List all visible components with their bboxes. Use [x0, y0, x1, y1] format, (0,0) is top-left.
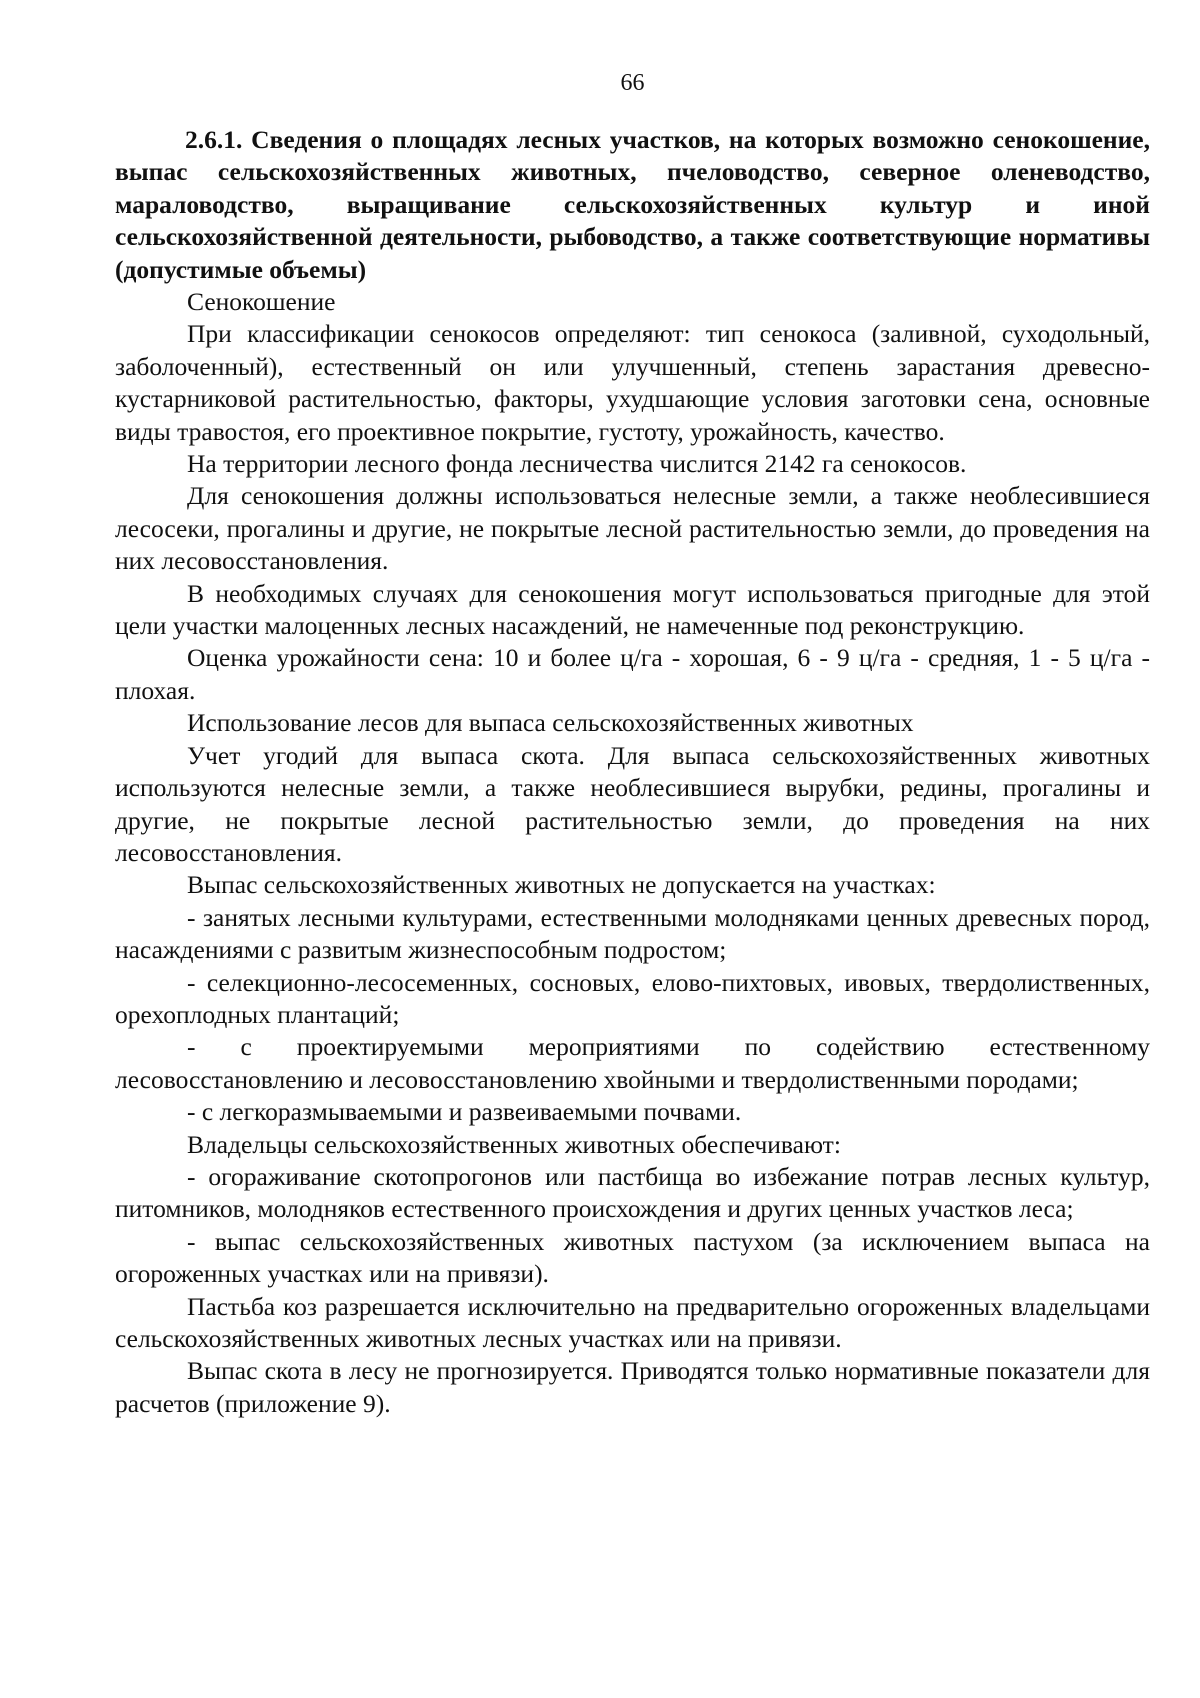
paragraph: При классификации сенокосов определяют: тип сенокоса (заливной, суходольный, заболоченный), естественный он или улучшенный, степень зарастания древесно-кустарниковой растительностью, факторы, ухудшающие условия заготовки сена, основные виды травостоя, его проективное покрытие, густоту, урожайность, качество.	[115, 319, 1150, 446]
list-item: - огораживание скотопрогонов или пастбища во избежание потрав лесных культур, питомников, молодняков естественного происхождения и других ценных участков леса;	[115, 1161, 1150, 1224]
list-item: - с легкоразмываемыми и развеиваемыми почвами.	[187, 1097, 742, 1127]
subheading-haymaking: Сенокошение	[187, 287, 336, 316]
document-body	[115, 286, 1150, 1420]
section-heading: 2.6.1. Сведения о площадях лесных участков, на которых возможно сенокошение, выпас сельскохозяйственных животных, пчеловодство, северное оленеводство, мараловодство, выращивание сельскохозяйственных культур и иной сельскохозяйственной деятельности, рыбоводство, а также соответствующие нормативы (допустимые объемы)	[115, 125, 1150, 284]
paragraph: Выпас скота в лесу не прогнозируется. Приводятся только нормативные показатели для расчетов (приложение 9).	[115, 1356, 1150, 1418]
list-item: - селекционно-лесосеменных, сосновых, елово-пихтовых, ивовых, твердолиственных, орехоплодных плантаций;	[115, 967, 1150, 1029]
paragraph: В необходимых случаях для сенокошения могут использоваться пригодные для этой цели участки малоценных лесных насаждений, не намеченные под реконструкцию.	[115, 578, 1150, 641]
subheading-grazing: Использование лесов для выпаса сельскохозяйственных животных	[187, 708, 914, 738]
paragraph: Оценка урожайности сена: 10 и более ц/га - хорошая, 6 - 9 ц/га - средняя, 1 - 5 ц/га - плохая.	[115, 643, 1150, 705]
paragraph: Владельцы сельскохозяйственных животных обеспечивают:	[187, 1129, 841, 1159]
paragraph: Учет угодий для выпаса скота. Для выпаса сельскохозяйственных животных используются нелесные земли, а также необлесившиеся вырубки, редины, прогалины и другие, не покрытые лесной растительностью земли, до проведения на них лесовосстановления.	[115, 740, 1150, 867]
list-item: - с проектируемыми мероприятиями по содействию естественному лесовосстановлению и лесовосстановлению хвойными и твердолиственными породами;	[115, 1032, 1150, 1094]
list-item: - выпас сельскохозяйственных животных пастухом (за исключением выпаса на огороженных участках или на привязи).	[115, 1226, 1150, 1289]
paragraph: Пастьба коз разрешается исключительно на предварительно огороженных владельцами сельскохозяйственных животных лесных участках или на привязи.	[115, 1291, 1150, 1353]
paragraph: Для сенокошения должны использоваться нелесные земли, а также необлесившиеся лесосеки, прогалины и другие, не покрытые лесной растительностью земли, до проведения на них лесовосстановления.	[115, 481, 1150, 576]
list-item: - занятых лесными культурами, естественными молодняками ценных древесных пород, насаждениями с развитым жизнеспособным подростом;	[115, 902, 1150, 965]
paragraph: На территории лесного фонда лесничества числится 2142 га сенокосов.	[187, 449, 967, 479]
paragraph: Выпас сельскохозяйственных животных не допускается на участках:	[187, 870, 936, 900]
page-number: 66	[620, 70, 645, 96]
